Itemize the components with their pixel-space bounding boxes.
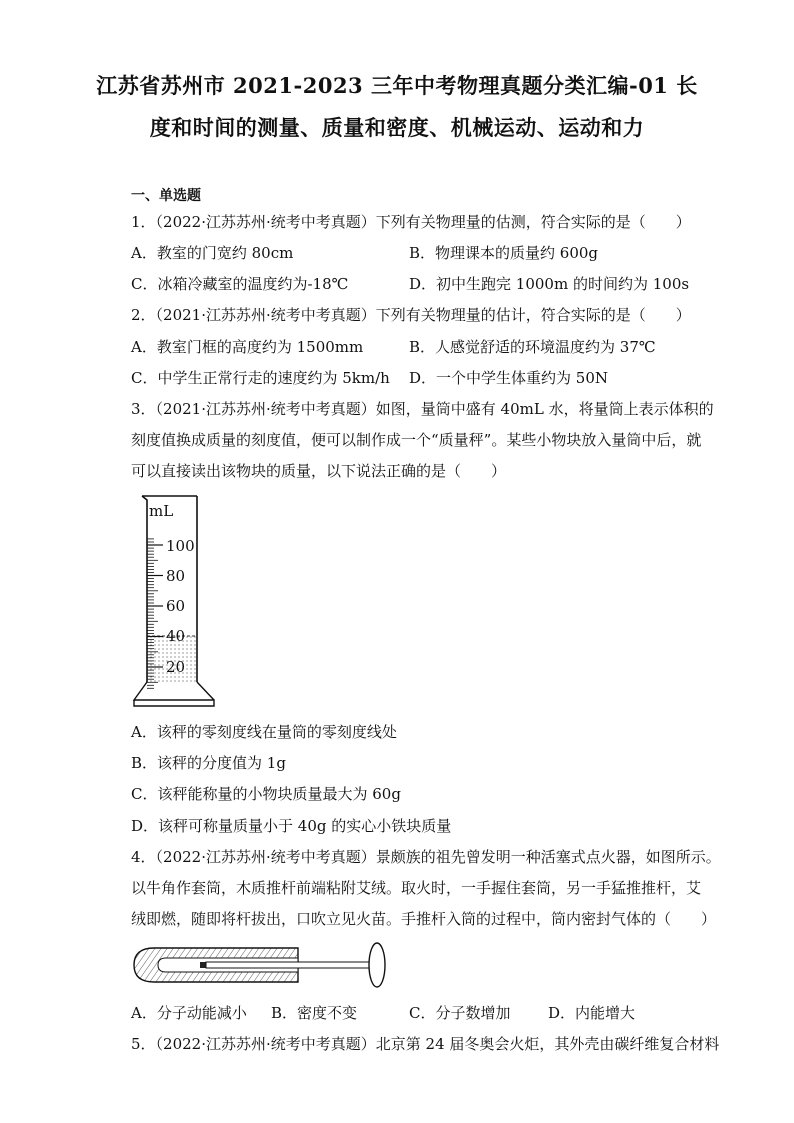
section-heading: 一、单选题 xyxy=(131,188,201,204)
q3-option-d: D．该秤可称量质量小于 40g 的实心小铁块质量 xyxy=(131,817,452,835)
q2-option-b: B．人感觉舒适的环境温度约为 37℃ xyxy=(409,338,656,356)
scale-label-40: 40 xyxy=(166,627,186,645)
q4-stem-line3: 绒即燃，随即将杆拔出，口吹立见火苗。手推杆入筒的过程中，筒内密封气体的（ ） xyxy=(131,910,717,928)
q3-option-c: C．该秤能称量的小物块质量最大为 60g xyxy=(131,785,401,803)
q3-option-b: B．该秤的分度值为 1g xyxy=(131,754,286,772)
q4-option-d: D．内能增大 xyxy=(548,1004,636,1022)
q1-option-a: A．教室的门宽约 80cm xyxy=(131,244,294,262)
scale-label-100: 100 xyxy=(166,537,195,555)
q4-stem-line1: 4．（2022·江苏苏州·统考中考真题）景颇族的祖先曾发明一种活塞式点火器，如图所示。 xyxy=(131,848,721,866)
rod-handle xyxy=(369,943,385,987)
q1-stem: 1．（2022·江苏苏州·统考中考真题）下列有关物理量的估测，符合实际的是（ ） xyxy=(131,213,691,231)
tinder xyxy=(200,962,206,968)
piston-igniter-figure xyxy=(130,940,392,992)
q2-option-a: A．教室门框的高度约为 1500mm xyxy=(131,338,364,356)
q1-option-b: B．物理课本的质量约 600g xyxy=(409,244,599,262)
q3-stem-line1: 3．（2021·江苏苏州·统考中考真题）如图，量筒中盛有 40mL 水，将量筒上表示体积的 xyxy=(131,400,714,418)
q5-stem-line1: 5．（2022·江苏苏州·统考中考真题）北京第 24 届冬奥会火炬，其外壳由碳纤维复合材料 xyxy=(131,1035,720,1053)
cylinder-base xyxy=(134,682,214,706)
scale-label-60: 60 xyxy=(166,597,186,615)
q2-option-c: C．中学生正常行走的速度约为 5km/h xyxy=(131,369,390,387)
q2-option-d: D．一个中学生体重约为 50N xyxy=(409,369,609,387)
unit-label: mL xyxy=(149,502,174,520)
doc-title-line1: 江苏省苏州市 2021-2023 三年中考物理真题分类汇编-01 长 xyxy=(96,73,698,98)
q3-option-a: A．该秤的零刻度线在量筒的零刻度线处 xyxy=(131,723,397,741)
graduated-cylinder-figure xyxy=(130,492,220,714)
q4-option-c: C．分子数增加 xyxy=(409,1004,511,1022)
q4-stem-line2: 以牛角作套筒，木质推杆前端粘附艾绒。取火时，一手握住套筒，另一手猛推推杆，艾 xyxy=(131,879,702,897)
q1-option-c: C．冰箱冷藏室的温度约为-18℃ xyxy=(131,275,349,293)
scale-label-20: 20 xyxy=(166,658,186,676)
doc-title-line2: 度和时间的测量、质量和密度、机械运动、运动和力 xyxy=(149,115,645,140)
q4-option-b: B．密度不变 xyxy=(271,1004,358,1022)
q1-option-d: D．初中生跑完 1000m 的时间约为 100s xyxy=(409,275,690,293)
q3-stem-line3: 可以直接读出该物块的质量，以下说法正确的是（ ） xyxy=(131,462,507,480)
scale-label-80: 80 xyxy=(166,567,186,585)
push-rod xyxy=(206,962,374,968)
q3-stem-line2: 刻度值换成质量的刻度值，便可以制作成一个“质量秤”。某些小物块放入量筒中后，就 xyxy=(131,431,702,449)
q4-option-a: A．分子动能减小 xyxy=(131,1004,247,1022)
q2-stem: 2．（2021·江苏苏州·统考中考真题）下列有关物理量的估计，符合实际的是（ ） xyxy=(131,306,691,324)
